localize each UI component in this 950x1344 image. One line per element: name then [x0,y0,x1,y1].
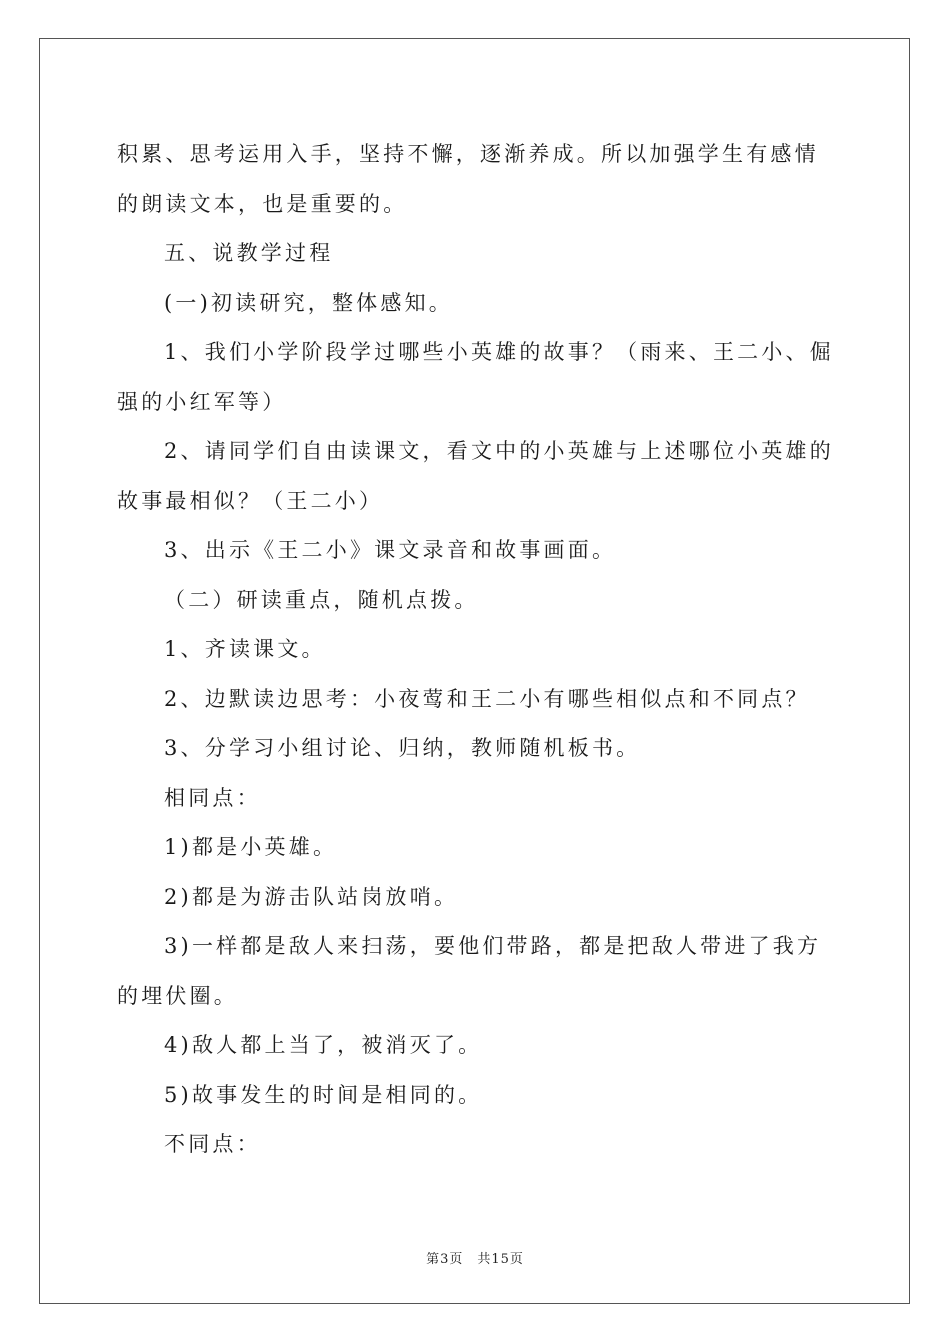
paragraph: (一)初读研究，整体感知。 [164,290,453,315]
paragraph: 相同点： [164,785,261,810]
paragraph: （二）研读重点，随机点拨。 [164,587,479,612]
paragraph: 4)敌人都上当了，被消灭了。 [164,1033,483,1057]
paragraph: 3、出示《王二小》课文录音和故事画面。 [164,538,617,562]
paragraph: 2)都是为游击队站岗放哨。 [164,884,459,909]
paragraph: 五、说教学过程 [164,241,334,265]
paragraph: 1、我们小学阶段学过哪些小英雄的故事？（雨来、王二小、倔强的小红军等） [117,340,834,414]
page-number-footer: 第3页 共15页 [426,1252,524,1267]
paragraph: 5)故事发生的时间是相同的。 [164,1082,483,1107]
paragraph: 2、边默读边思考：小夜莺和王二小有哪些相似点和不同点？ [164,686,810,711]
paragraph: 1)都是小英雄。 [164,835,338,859]
paragraph: 1、齐读课文。 [164,637,326,661]
paragraph: 积累、思考运用入手，坚持不懈，逐渐养成。所以加强学生有感情的朗读文本，也是重要的。 [117,142,819,216]
paragraph: 2、请同学们自由读课文，看文中的小英雄与上述哪位小英雄的故事最相似？（王二小） [117,439,834,513]
document-body [117,130,837,1170]
paragraph: 不同点： [164,1132,261,1156]
paragraph: 3、分学习小组讨论、归纳，教师随机板书。 [164,736,641,760]
paragraph: 3)一样都是敌人来扫荡，要他们带路，都是把敌人带进了我方的埋伏圈。 [117,934,822,1008]
